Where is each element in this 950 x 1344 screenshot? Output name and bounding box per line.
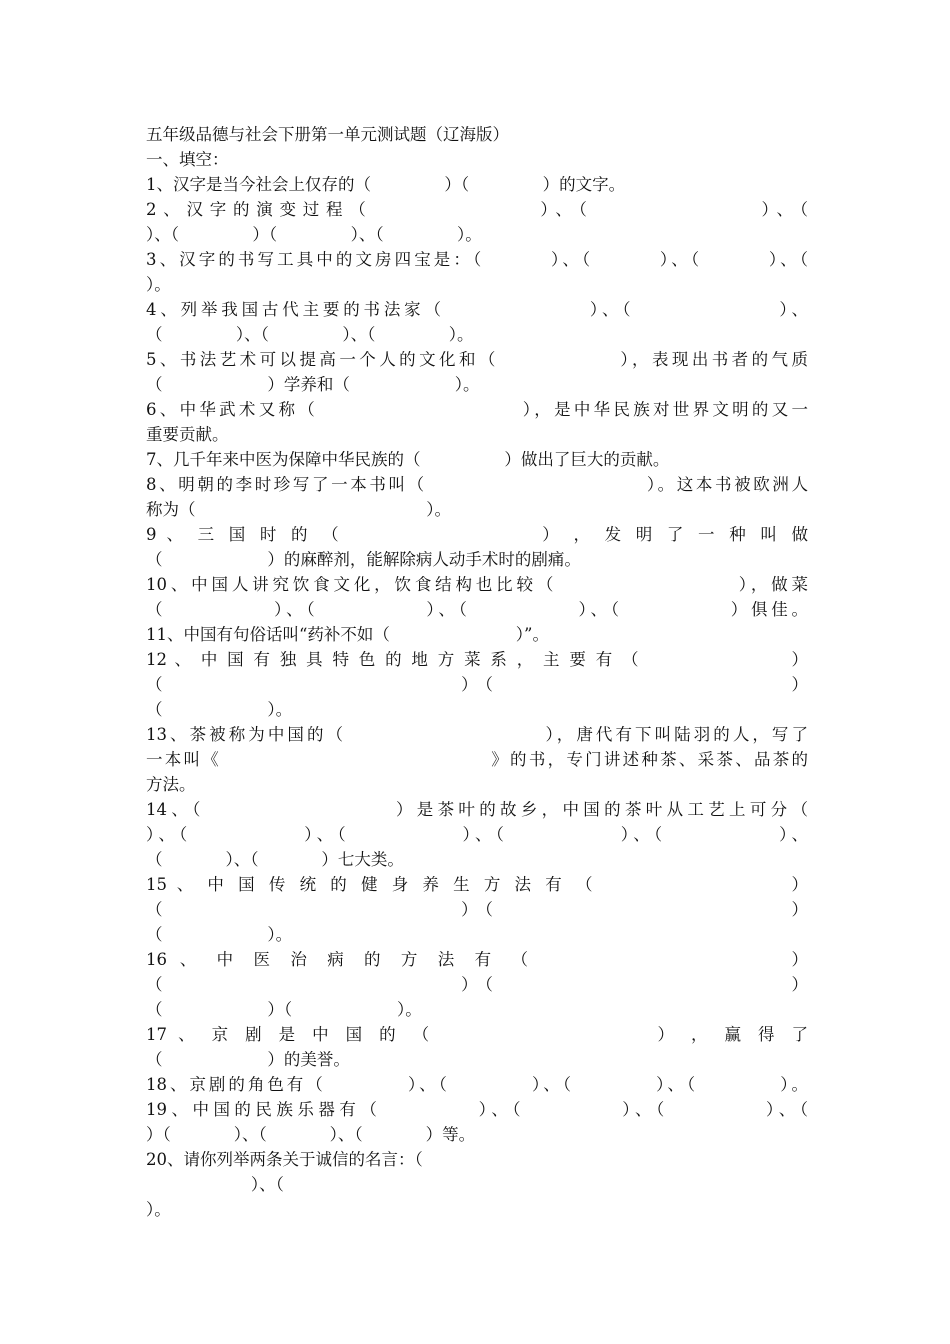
question-line: 4、列举我国古代主要的书法家（ ）、（ ）、 [146,300,808,319]
question-line: （ ）（ ） [146,900,808,919]
question-line: ）。 [146,275,171,294]
question-line: （ ）的美誉。 [146,1050,350,1069]
question-line: 13、茶被称为中国的（ ），唐代有下叫陆羽的人，写了 [146,725,808,744]
question-line: 一本叫《 》的书，专门讲述种茶、采茶、品茶的 [146,750,808,769]
question-line: （ ）、（ ）、（ ）。 [146,325,474,344]
question-line: ）、（ [146,1175,284,1194]
question-line: 方法。 [146,775,196,794]
question-line: ）。 [146,1200,171,1219]
question-line: 12 、 中 国 有 独 具 特 色 的 地 方 菜 系 ， 主 要 有 （ ） [146,650,808,669]
question-line: 9 、 三 国 时 的 （ ） ， 发 明 了 一 种 叫 做 [146,525,808,544]
question-line: ）、（ ）、（ ）、（ ）、（ ）、 [146,825,808,844]
question-line: （ ）（ ） [146,975,808,994]
question-line: 2、汉字的演变过程（ ）、（ ）、（ [146,200,808,219]
section-heading: 一、填空： [146,150,229,169]
question-line: 14、（ ）是茶叶的故乡，中国的茶叶从工艺上可分（ [146,800,808,819]
question-line: 18、京剧的角色有（ ）、（ ）、（ ）、（ ）。 [146,1075,808,1094]
question-line: 6、中华武术又称（ ），是中华民族对世界文明的又一 [146,400,808,419]
question-line: （ ）、（ ）七大类。 [146,850,404,869]
question-line: 7、几千年来中医为保障中华民族的（ ）做出了巨大的贡献。 [146,450,670,469]
document-title: 五年级品德与社会下册第一单元测试题（辽海版） [146,125,509,144]
question-line: （ ）。 [146,700,293,719]
question-line: 3、汉字的书写工具中的文房四宝是：（ ）、（ ）、（ ）、（ [146,250,808,269]
question-line: （ ）学养和（ ）。 [146,375,480,394]
question-line: 重要贡献。 [146,425,229,444]
question-line: （ ）。 [146,925,293,944]
question-line: 称为（ ）。 [146,500,452,519]
question-line: （ ）（ ） [146,675,808,694]
question-line: ）（ ）、（ ）、（ ）等。 [146,1125,476,1144]
question-line: 17 、 京 剧 是 中 国 的 （ ） ， 赢 得 了 [146,1025,808,1044]
question-line: 19、中国的民族乐器有（ ）、（ ）、（ ）、（ [146,1100,808,1119]
question-line: 1、汉字是当今社会上仅存的（ ）（ ）的文字。 [146,175,626,194]
question-line: 8、明朝的李时珍写了一本书叫（ ）。这本书被欧洲人 [146,475,808,494]
question-line: （ ）、（ ）、（ ）、（ ）俱佳。 [146,600,808,619]
question-line: 5、书法艺术可以提高一个人的文化和（ ），表现出书者的气质 [146,350,808,369]
question-line: 16 、 中 医 治 病 的 方 法 有 （ ） [146,950,808,969]
question-line: 15 、 中 国 传 统 的 健 身 养 生 方 法 有 （ ） [146,875,808,894]
question-line: 20、请你列举两条关于诚信的名言：（ [146,1150,423,1169]
question-line: （ ）的麻醉剂，能解除病人动手术时的剧痛。 [146,550,581,569]
question-line: 10、中国人讲究饮食文化，饮食结构也比较（ ），做菜 [146,575,808,594]
question-line: ）、（ ）（ ）、（ ）。 [146,225,482,244]
document-body [146,122,808,1222]
question-line: （ ）（ ）。 [146,1000,422,1019]
question-line: 11、中国有句俗话叫“药补不如（ ）”。 [146,625,549,644]
